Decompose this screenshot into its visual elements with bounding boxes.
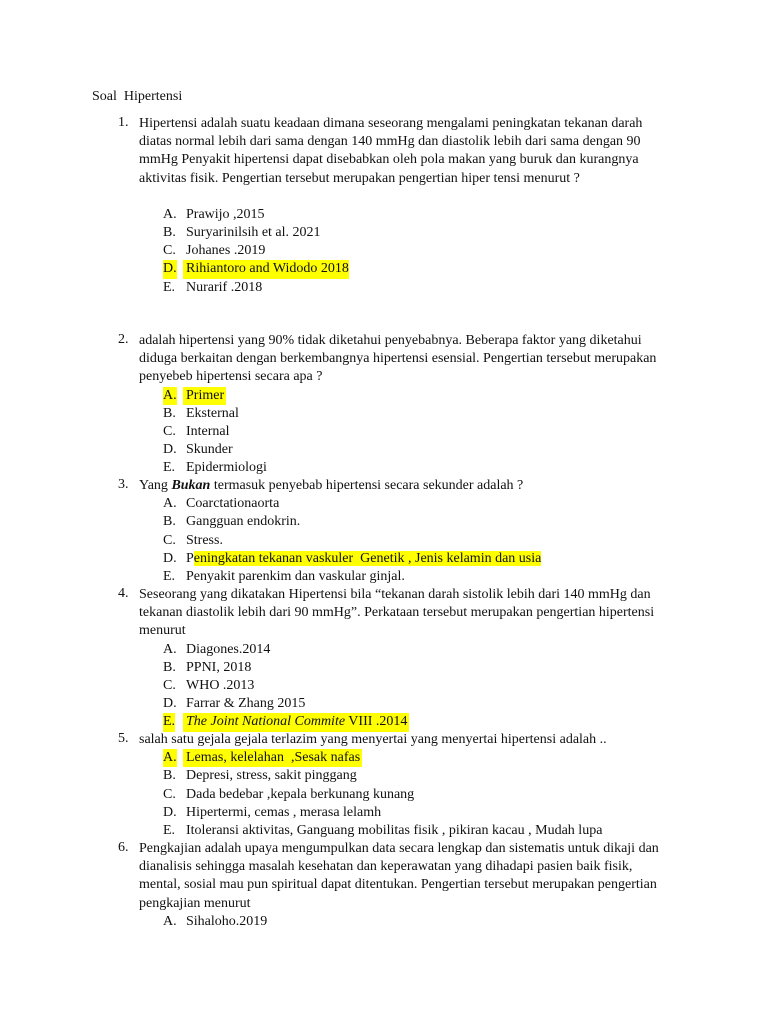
option-a-answer: A. Lemas, kelelahan ,Sesak nafas (163, 749, 674, 767)
option-e: E. Nurarif .2018 (163, 279, 263, 295)
option-e: E. Itoleransi aktivitas, Ganguang mobilitas fisik , pikiran kacau , Mudah lupa (163, 822, 603, 838)
option-a: A. Diagones.2014 (163, 641, 271, 657)
option-c: C. Johanes .2019 (163, 243, 266, 259)
option-list (163, 387, 674, 478)
question-stem: Yang Bukan termasuk penyebab hipertensi secara sekunder adalah ? (139, 478, 524, 493)
option-list (163, 749, 674, 840)
question-stem: Pengkajian adalah upaya mengumpulkan data secara lengkap dan sistematis untuk dikaji dan dianalisis sehingga masalah kesehatan dan keperawatan yang dihadapi pasien baik fisik, mental, sosial mau pun spiritual dapat ditentukan. Pengertian tersebut merupakan pengertian pengkajian menurut (139, 841, 659, 911)
option-b: B. Depresi, stress, sakit pinggang (163, 768, 357, 784)
question-3 (118, 477, 674, 586)
question-stem: salah satu gejala gejala terlazim yang menyertai yang menyertai hipertensi adalah .. (139, 732, 607, 747)
question-number: 5. (118, 731, 129, 746)
option-a: A. Sihaloho.2019 (163, 913, 268, 929)
option-b: B. Gangguan endokrin. (163, 514, 301, 530)
option-b: B. Eksternal (163, 405, 239, 421)
option-list (163, 913, 674, 931)
question-number: 4. (118, 586, 129, 601)
option-c: C. WHO .2013 (163, 677, 255, 693)
question-number: 6. (118, 840, 129, 855)
question-stem: adalah hipertensi yang 90% tidak diketahui penyebabnya. Beberapa faktor yang diketahui diduga berkaitan dengan berkembangnya hipertensi esensial. Pengertian tersebut merupakan penyebeb hipertensi secara apa ? (139, 333, 657, 385)
question-6 (118, 840, 674, 931)
question-1 (118, 115, 674, 297)
question-number: 3. (118, 477, 129, 492)
question-stem: Hipertensi adalah suatu keadaan dimana seseorang mengalami peningkatan tekanan darah diatas normal lebih dari sama dengan 140 mmHg dan diastolik lebih dari sama dengan 90 mmHg Penyakit hipertensi dapat disebabkan oleh pola makan yang buruk dan kurangnya aktivitas fisik. Pengertian tersebut merupakan pengertian hiper tensi menurut ? (139, 116, 643, 186)
option-list (163, 495, 674, 586)
option-e: E. Penyakit parenkim dan vaskular ginjal. (163, 568, 405, 584)
option-c: C. Stress. (163, 532, 223, 548)
option-b: B. PPNI, 2018 (163, 659, 252, 675)
option-d: D. Skunder (163, 442, 233, 458)
option-a: A. Prawijo ,2015 (163, 206, 265, 222)
option-list (163, 641, 674, 732)
option-d: D. Hipertermi, cemas , merasa lelamh (163, 804, 382, 820)
option-e: E. Epidermiologi (163, 460, 267, 476)
option-a-answer: A. Primer (163, 387, 674, 405)
question-5 (118, 731, 674, 840)
question-2 (118, 332, 674, 478)
option-c: C. Dada bedebar ,kepala berkunang kunang (163, 786, 415, 802)
question-number: 2. (118, 332, 129, 347)
question-number: 1. (118, 115, 129, 130)
emphasis-word: Bukan (171, 478, 211, 493)
option-d-answer: D. Peningkatan tekanan vaskuler Genetik , Jenis kelamin dan usia (163, 550, 542, 566)
question-4 (118, 586, 674, 732)
option-b: B. Suryarinilsih et al. 2021 (163, 225, 321, 240)
option-d: D. Farrar & Zhang 2015 (163, 696, 306, 712)
option-list (163, 206, 674, 297)
option-e-answer: E. The Joint National Commite VIII .2014 (163, 713, 674, 731)
option-d-answer: D. Rihiantoro and Widodo 2018 (163, 260, 674, 278)
option-c: C. Internal (163, 423, 230, 439)
question-stem: Seseorang yang dikatakan Hipertensi bila “tekanan darah sistolik lebih dari 140 mmHg dan tekanan diastolik lebih dari 90 mmHg”. Perkataan tersebut merupakan pengertian hipertensi menurut (139, 587, 655, 639)
page-title: Soal Hipertensi (92, 89, 183, 104)
option-a: A. Coarctationaorta (163, 496, 280, 512)
